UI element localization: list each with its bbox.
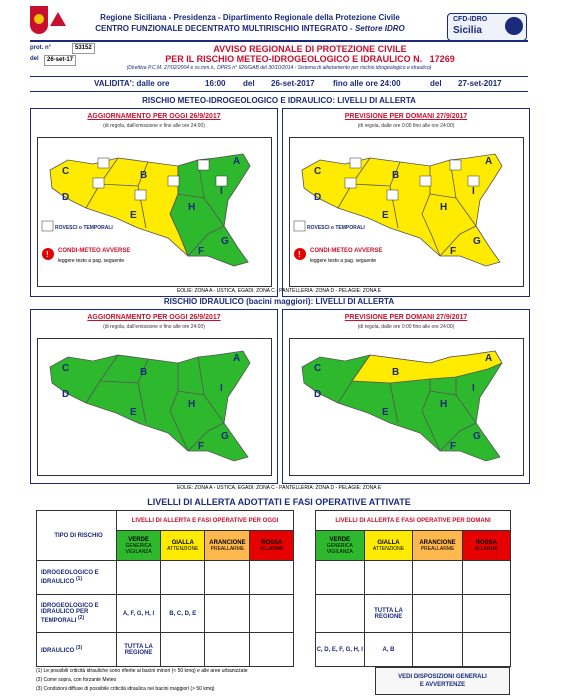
- vedi-disposizioni-button[interactable]: VEDI DISPOSIZIONI GENERALI E AVVERTENZE: [375, 667, 510, 695]
- section2-title: RISCHIO IDRAULICO (bacini maggiori): LIVELLI DI ALLERTA: [163, 297, 395, 306]
- svg-text:I: I: [220, 383, 223, 394]
- svg-text:H: H: [440, 399, 448, 410]
- section2-legend: EOLIE: ZONA A - USTICA, EGADI: ZONA C - PANTELLERIA: ZONA D - PELAGIE: ZONA E: [176, 485, 382, 491]
- svg-text:H: H: [188, 202, 196, 213]
- table-row: [316, 561, 511, 595]
- svg-text:leggere testo a pag. seguente: leggere testo a pag. seguente: [58, 258, 125, 264]
- svg-text:F: F: [450, 246, 457, 257]
- avviso-subtitle: PER IL RISCHIO METEO-IDROGEOLOGICO E IDRAULICO N. 17269: [165, 54, 455, 64]
- protocol-box: prot. n° 53152 del 26-set-17: [30, 42, 120, 66]
- svg-text:B: B: [392, 170, 400, 181]
- svg-text:C: C: [62, 166, 70, 177]
- svg-text:G: G: [473, 236, 481, 247]
- section1-legend: EOLIE: ZONA A - USTICA, EGADI: ZONA C - PANTELLERIA: ZONA D - PELAGIE: ZONA E: [176, 288, 382, 294]
- svg-text:D: D: [314, 192, 322, 203]
- svg-text:D: D: [62, 389, 70, 400]
- map-meteo-domani: [289, 137, 524, 287]
- domani-header: LIVELLI DI ALLERTA E FASI OPERATIVE PER DOMANI: [316, 511, 511, 531]
- svg-text:B: B: [392, 367, 400, 378]
- table-row: C, D, E, F, G, H, I A, B: [316, 633, 511, 667]
- svg-text:!: !: [46, 250, 49, 259]
- svg-text:G: G: [473, 431, 481, 442]
- svg-text:D: D: [314, 389, 322, 400]
- svg-text:D: D: [62, 192, 70, 203]
- map-idraulico-oggi: [37, 338, 272, 476]
- oggi-header: LIVELLI DI ALLERTA E FASI OPERATIVE PER OGGI: [117, 511, 294, 531]
- svg-text:ROVESCI o TEMPORALI: ROVESCI o TEMPORALI: [55, 225, 113, 231]
- footnote-3: (3) Condizioni diffuse di possibile criticità idraulica nei bacini maggiori (> 50 kmq): [36, 686, 215, 692]
- svg-text:E: E: [382, 210, 389, 221]
- svg-text:H: H: [440, 202, 448, 213]
- svg-text:!: !: [298, 250, 301, 259]
- map-meteo-oggi: [37, 137, 272, 287]
- svg-text:E: E: [130, 210, 137, 221]
- svg-text:F: F: [198, 246, 205, 257]
- levels-table-domani: LIVELLI DI ALLERTA E FASI OPERATIVE PER DOMANI VERDE GENERICA VIGILANZA GIALLA ATTENZIONE ARANCIONE PREALLARME ROSSA ALLARME TUTTA LA REGIONE C, D, E, F, G, H, I A, B: [315, 510, 511, 667]
- table-row: IDRAULICO $^{(3)}$ TUTTA LA REGIONE: [37, 633, 294, 667]
- svg-text:F: F: [450, 441, 457, 452]
- svg-text:A: A: [485, 156, 493, 167]
- panel-meteo-oggi: AGGIORNAMENTO PER OGGI 26/9/2017 (di regola, dall'emissione e fino alle ore 24:00) C B A D I H E G F ROVESCI o TEMPORALI ! CONDI-METEO AVVERSE leggere testo a pag. seguente: [30, 108, 278, 297]
- svg-text:C: C: [62, 363, 70, 374]
- svg-text:CONDI-METEO AVVERSE: CONDI-METEO AVVERSE: [310, 248, 383, 254]
- table-row: TUTTA LA REGIONE: [316, 595, 511, 633]
- svg-text:G: G: [221, 236, 229, 247]
- footnote-1: (1) Le possibili criticità idrauliche sono riferite ai bacini minori (< 50 kmq) e alle aree urbanizzate: [36, 668, 248, 674]
- svg-text:E: E: [382, 407, 389, 418]
- svg-text:G: G: [221, 431, 229, 442]
- cfd-badge-icon: [505, 17, 523, 35]
- svg-text:B: B: [140, 170, 148, 181]
- avviso-title: AVVISO REGIONALE DI PROTEZIONE CIVILE: [213, 44, 407, 54]
- tipo-header: TIPO DI RISCHIO: [37, 511, 117, 561]
- svg-text:B: B: [140, 367, 148, 378]
- section1-title: RISCHIO METEO-IDROGEOLOGICO E IDRAULICO: LIVELLI DI ALLERTA: [142, 96, 416, 105]
- svg-text:leggere testo a pag. seguente: leggere testo a pag. seguente: [310, 258, 377, 264]
- svg-text:A: A: [485, 353, 493, 364]
- svg-text:F: F: [198, 441, 205, 452]
- validity-bar: VALIDITA': dalle ore 16:00 del 26-set-2017 fino alle ore 24:00 del 27-set-2017: [30, 76, 528, 92]
- svg-text:H: H: [188, 399, 196, 410]
- svg-text:ROVESCI o TEMPORALI: ROVESCI o TEMPORALI: [307, 225, 365, 231]
- header-line2: CENTRO FUNZIONALE DECENTRATO MULTIRISCHIO INTEGRATO - Settore IDRO: [95, 24, 405, 33]
- table-row: IDROGEOLOGICO E IDRAULICO $^{(1)}$: [37, 561, 294, 595]
- panel-idraulico-oggi: AGGIORNAMENTO PER OGGI 26/9/2017 (di regola, dall'emissione e fino alle ore 24:00) C B A D I H E G F: [30, 309, 278, 484]
- table-row: IDROGEOLOGICO E IDRAULICO PER TEMPORALI $^{(2)}$ A, F, G, H, I B, C, D, E: [37, 595, 294, 633]
- direttive-note: (Direttiva P.C.M. 27/02/2004 e ss.mm.ii., DPRS n° 626/GAB del 30/10/2014 - Sistema di allertamento per rischio idrogeologico e idraulico): [126, 65, 432, 71]
- panel-meteo-domani: PREVISIONE PER DOMANI 27/9/2017 (di regola, dalle ore 0:00 fino alle ore 24:00) C B A D I H E G F ROVESCI o TEMPORALI ! CONDI-METEO AVVERSE leggere testo a pag. seguente: [282, 108, 530, 297]
- header-line1: Regione Siciliana - Presidenza - Dipartimento Regionale della Protezione Civile: [100, 13, 400, 22]
- svg-text:I: I: [472, 186, 475, 197]
- cfd-idro-logo: CFD-IDRO Sicilia: [447, 13, 527, 41]
- svg-text:E: E: [130, 407, 137, 418]
- svg-text:A: A: [233, 156, 241, 167]
- svg-text:C: C: [314, 363, 322, 374]
- panel-idraulico-domani: PREVISIONE PER DOMANI 27/9/2017 (di regola, dalle ore 0:00 fino alle ore 24:00) C B A D I H E G F: [282, 309, 530, 484]
- svg-text:CONDI-METEO AVVERSE: CONDI-METEO AVVERSE: [58, 248, 131, 254]
- svg-text:A: A: [233, 353, 241, 364]
- levels-table-oggi: TIPO DI RISCHIO LIVELLI DI ALLERTA E FASI OPERATIVE PER OGGI VERDE GENERICA VIGILANZA GIALLA ATTENZIONE ARANCIONE PREALLARME ROSSA ALLARME IDROGEOLOGICO E IDRAULICO $^{(1)}$ IDROGEOLOGICO E IDRAULICO PER TEMPORALI $^{(2)}$ A, F, G, H, I B, C, D, E IDRAULICO $^{(3)}$ TUTTA LA REGIONE: [36, 510, 294, 667]
- section3-title: LIVELLI DI ALLERTA ADOTTATI E FASI OPERATIVE ATTIVATE: [147, 497, 411, 507]
- svg-text:C: C: [314, 166, 322, 177]
- protocol-date: 26-set-17: [44, 55, 76, 66]
- footnote-2: (2) Come sopra, con forzante Meteo: [36, 677, 117, 683]
- svg-text:I: I: [472, 383, 475, 394]
- region-logo: [30, 6, 66, 38]
- svg-text:I: I: [220, 186, 223, 197]
- protocol-number: 53152: [72, 43, 95, 54]
- map-idraulico-domani: [289, 338, 524, 476]
